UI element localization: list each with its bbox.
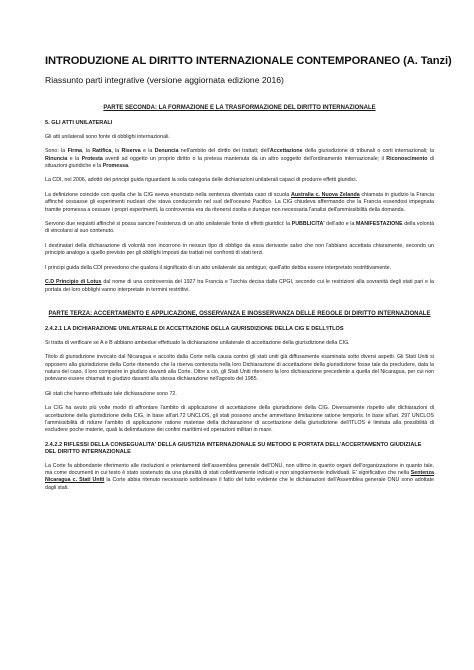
- paragraph: Sono: la Firma, la Ratifica, la Riserva e la Denuncia nell'ambito del diritto dei trattati; dell'Accettazione della giurisdizione di tribunali o corti internazionali; la Rinuncia e la Protesta aventi ad oggetto un proprio diritto o la pretesa mantenuta da un altro soggetto dell'ordinamento internazionale; il Riconoscimento di situazioni giuridiche e la Promessa.: [45, 148, 435, 170]
- paragraph: La definizione coincide con quella che la CIG aveva enunciato nella sentenza diventata caso di scuola Australia c. Nuova Zelanda chiamata in giudizio la Francia affinché cessasse gli esperimenti nucleari che stava conducendo nel sud dell'oceano Pacifico. La CIG chiudeva affermando che la Francia essendosi impegnata tramite promessa a cessare i propri esperimenti, la controversia era da ritenersi risolta e dunque non necessaria l'analisi dell'ammissibilità della domanda.: [45, 191, 434, 213]
- paragraph: Si tratta di verificare se A e B abbiano ambedue effettuato la dichiarazione unilaterale di accettazione della giurisdizione della CIG.: [45, 339, 350, 346]
- part-three-heading: PARTE TERZA: ACCERTAMENTO E APPLICAZIONE, OSSERVANZA E INOSSERVANZA DELLE REGOLE DI DIRITTO INTERNAZIONALE: [48, 310, 431, 317]
- part-two-heading: PARTE SECONDA: LA FORMAZIONE E LA TRASFORMAZIONE DEL DIRITTO INTERNAZIONALE: [103, 105, 376, 111]
- paragraph: I principi guida della CDI prevedono che qualora il significato di un atto unilaterale sia ambiguo, quell'atto debba essere interpretato restrittivamente.: [45, 264, 392, 271]
- paragraph: Gli stati che hanno effettuato tale dichiarazione sono 72.: [45, 390, 177, 397]
- paragraph: C.D Principio di Lotus dal nome di una controversia del 1927 tra Francia e Turchia decisa dalla CPGI, secondo cui le restrizioni alla sovranità degli stati pari e la portata dei loro obblighi vanno interpretate in termini restrittivi.: [45, 279, 434, 293]
- document-title: INTRODUZIONE AL DIRITTO INTERNAZIONALE CONTEMPORANEO (A. Tanzi): [45, 55, 452, 67]
- case-reference: Australia c. Nuova Zelanda: [291, 191, 360, 198]
- paragraph: La CDI, nel 2006, adottò dei principi guida riguardanti la sola categoria delle dichiarazioni unilaterali capaci di produrre effetti giuridici.: [45, 177, 358, 184]
- principle-reference: C.D Principio di Lotus: [45, 279, 102, 286]
- paragraph: Servono due requisiti affinché si possa sancire l'esistenza di un atto unilaterale fonte di effetti giuridici: la PUBBLICITA' dell'atto e la MANIFESTAZIONE della volontà di vincolarsi al suo contenuto.: [45, 221, 435, 235]
- section-unilateral-acts-heading: 5. GLI ATTI UNILATERALI: [45, 120, 113, 127]
- paragraph: Titolo di giurisdizione invocato dal Nicaragua e accolto dalla Corte nella causa contro gli stati uniti già diffusamente esaminata sotto diversi aspetti. Gli Stati Uniti si opposero alla giurisdizione della Corte ritenendo che la riserva contenuta nella loro Dichiarazione di accettazione della giurisdizione fosse tale da precludere, data la natura del caso, il loro comparire in giudizio davanti alla Corte. Oltre a ciò, gli Stati Uniti ritennero la loro dichiarazione precedente a quella del Nicaragua, per cui non potevano essere chiamati in giudizio davanti alla stessa dichiarazione nell'agosto del 1985.: [45, 354, 434, 383]
- paragraph: Gli atti unilaterali sono fonte di obblighi internazionali.: [45, 133, 170, 140]
- section-2422-heading: 2.4.2.2 RIFLESSI DELLA CONSEGUALITA' DELLA GIUSTIZIA INTERNAZIONALE SU METODO E PORTATA DELL'ACCERTAMENTO GIUDIZIALE DEL DIRITTO INTERNAZIONALE: [45, 441, 422, 456]
- document-body: [45, 105, 434, 492]
- paragraph: I destinatari della dichiarazione di volontà non incorrono in nessun tipo di obbligo da essa derivante salvo che non l'abbiano accettata chiaramente, secondo un principio analogo a quello previsto per gli obblighi imposti dai trattati nei confronti di stati terzi.: [45, 242, 434, 257]
- paragraph: La CIG ha avuto più volte modo di affrontare l'ambito di applicazione di accettazione della giurisdizione della CIG. Diversamente rispetto alle dichiarazioni di accettazione della giurisdizione della CIG, in base all'art.72 UNCLOS, gli stati possono anche ammettano limitazione ratione temporis. In base all'art. 297 UNCLOS l'ammissibilità di ridurre l'ambito di applicazione ratione materiae della dichiarazione di accettazione della giurisdizione dell'ITLOS è limitata alla possibilità di escludere poche materie, quali la delimitazione dei confini marittimi ed operazioni militari in mare.: [45, 405, 434, 434]
- paragraph: La Corte fa abbondante riferimento alle risoluzioni e orientamenti dell'assemblea generale dell'ONU, non ultimo in quanto organi dell'organizzazione in quanto tale, ma come documenti in cui testo è stato sostenuto da una pluralità di stati collettivamente indicati e non singolarmente individuati. E' significativo che nella Sentenza Nicaragua c. Stati Uniti la Corte abbia ritenuto necessario sottolineare il fatto del tutto evidente che le dichiarazioni dell'Assemblea generale ONU sono adottate dagli stati.: [45, 462, 434, 491]
- section-2421-heading: 2.4.2.1 LA DICHIARAZIONE UNILATERALE DI ACCETTAZIONE DELLA GIURISDIZIONE DELLA CIG E DELL'ITLOS: [45, 326, 344, 333]
- document-subtitle: Riassunto parti integrative (versione aggiornata edizione 2016): [45, 75, 284, 85]
- case-reference: Sentenza Nicaragua c. Stati Uniti: [45, 470, 434, 484]
